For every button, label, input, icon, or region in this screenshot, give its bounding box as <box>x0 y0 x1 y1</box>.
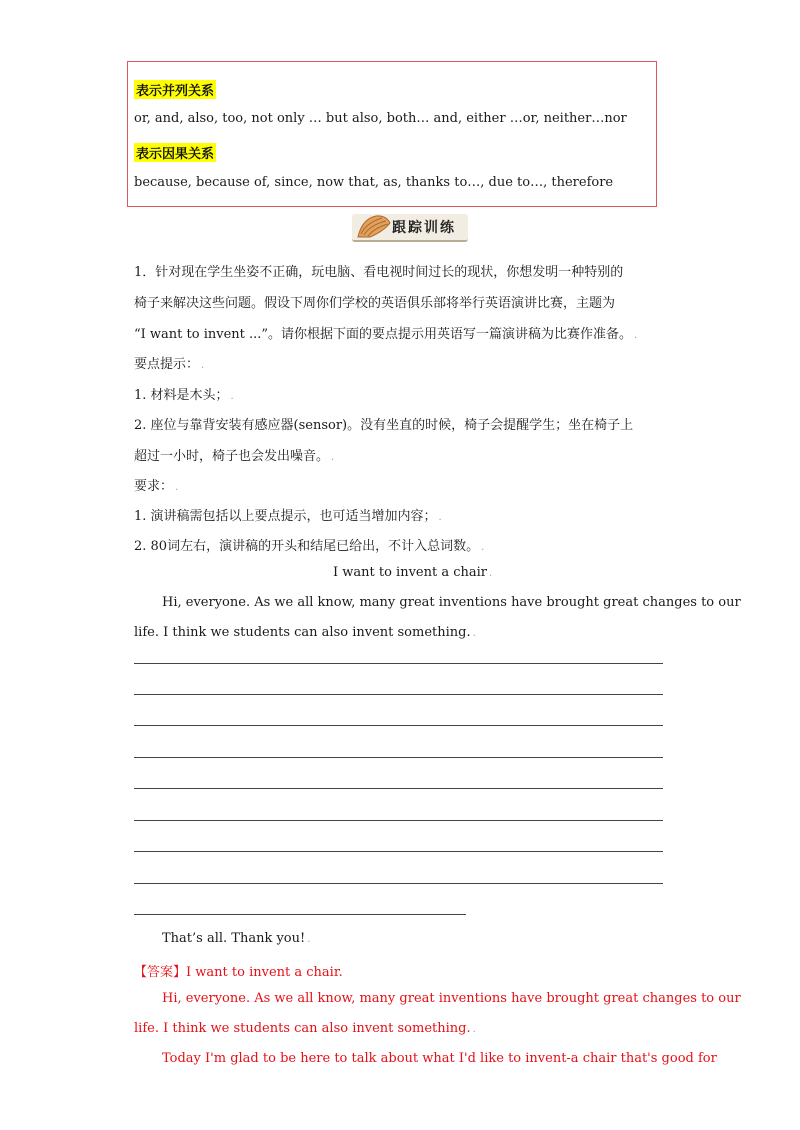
task-paragraph-line-2: 椅子来解决这些问题。假设下周你们学校的英语俱乐部将举行英语演讲比赛，主题为 <box>134 296 616 311</box>
answer-line-2: life. I think we students can also invent something. . <box>134 1021 476 1036</box>
section-badge <box>352 214 468 242</box>
section-badge-label: 跟踪训练 <box>392 220 456 236</box>
writing-line[interactable] <box>134 820 663 821</box>
writing-line[interactable] <box>134 694 663 695</box>
essay-opening-line-2: life. I think we students can also invent something. . <box>134 625 476 640</box>
writing-line[interactable] <box>134 851 663 852</box>
point-1: 1. 材料是木头； . <box>134 388 234 403</box>
writing-line[interactable] <box>134 914 466 915</box>
point-2-line-2: 超过一小时，椅子也会发出噪音。 . <box>134 449 335 464</box>
essay-title: I want to invent a chair . <box>333 565 493 580</box>
requirements-label: 要求： . <box>134 479 179 494</box>
coordination-words: or, and, also, too, not only … but also, both… and, either …or, neither…nor <box>134 111 627 126</box>
point-2-line-1: 2. 座位与靠背安装有感应器(sensor)。没有坐直的时候，椅子会提醒学生；坐在椅子上 <box>134 418 634 433</box>
answer-label: 【答案】 <box>134 965 187 980</box>
answer-title-line <box>134 961 343 980</box>
writing-line[interactable] <box>134 663 663 664</box>
essay-closing: That’s all. Thank you! . <box>162 931 311 946</box>
writing-line[interactable] <box>134 725 663 726</box>
writing-line[interactable] <box>134 883 663 884</box>
task-paragraph-line-1: 1．针对现在学生坐姿不正确，玩电脑、看电视时间过长的现状，你想发明一种特别的 <box>134 265 624 280</box>
heading-coordination: 表示并列关系 <box>134 80 216 99</box>
writing-line[interactable] <box>134 788 663 789</box>
answer-title: I want to invent a chair. <box>186 965 343 980</box>
requirement-2: 2. 80词左右，演讲稿的开头和结尾已给出，不计入总词数。 . <box>134 539 485 554</box>
answer-line-3: Today I'm glad to be here to talk about what I'd like to invent-a chair that's good for <box>162 1051 717 1066</box>
essay-opening-line-1: Hi, everyone. As we all know, many great inventions have brought great changes to our <box>162 595 741 610</box>
points-label: 要点提示： . <box>134 357 205 372</box>
heading-causation: 表示因果关系 <box>134 143 216 162</box>
answer-line-1: Hi, everyone. As we all know, many great inventions have brought great changes to our <box>162 991 741 1006</box>
shell-icon <box>356 213 392 245</box>
task-paragraph-line-3: “I want to invent ...”。请你根据下面的要点提示用英语写一篇演讲稿为比赛作准备。 . <box>134 327 638 342</box>
causation-words: because, because of, since, now that, as, thanks to…, due to…, therefore <box>134 175 614 190</box>
writing-line[interactable] <box>134 757 663 758</box>
requirement-1: 1. 演讲稿需包括以上要点提示，也可适当增加内容； . <box>134 509 442 524</box>
